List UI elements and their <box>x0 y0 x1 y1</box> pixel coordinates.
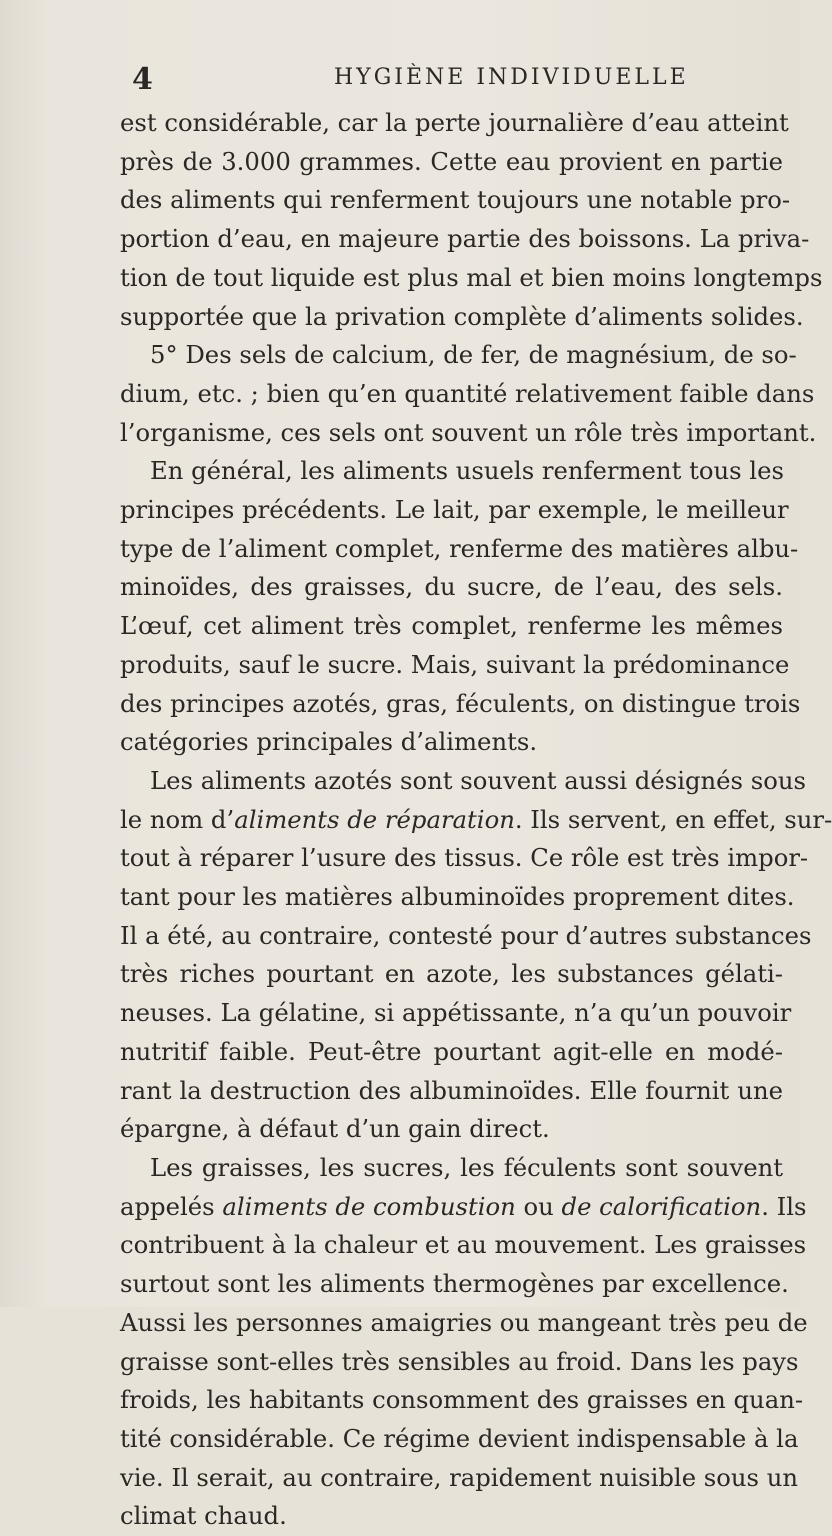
text-line: est considérable, car la perte journalière d’eau atteint <box>120 108 789 137</box>
text-line: contribuent à la chaleur et au mouvement. Les graisses <box>120 1230 807 1260</box>
text-line: neuses. La gélatine, si appétissante, n’a qu’un pouvoir <box>120 998 792 1028</box>
text-line: L’œuf, cet aliment très complet, renferme les mêmes <box>120 611 783 641</box>
text-run: appelés <box>120 1191 223 1221</box>
italic-term: aliments de combustion <box>222 1191 516 1221</box>
page-number: 4 <box>132 62 153 97</box>
text-line: tion de tout liquide est plus mal et bien moins longtemps <box>120 262 823 292</box>
text-run: ou <box>515 1191 562 1221</box>
text-line: tant pour les matières albuminoïdes proprement dites. <box>120 882 795 912</box>
text-line: épargne, à défaut d’un gain direct. <box>120 1114 550 1144</box>
text-line: surtout sont les aliments thermogènes par excellence. <box>120 1269 789 1299</box>
text-line: type de l’aliment complet, renferme des matières albu- <box>120 533 799 563</box>
text-line: dium, etc. ; bien qu’en quantité relativement faible dans <box>120 378 815 408</box>
text-line: Aussi les personnes amaigries ou mangeant très peu de <box>120 1307 808 1337</box>
text-line: Les graisses, les sucres, les féculents sont souvent <box>150 1152 783 1182</box>
text-line: graisse sont-elles très sensibles au froid. Dans les pays <box>120 1346 799 1376</box>
text-line: catégories principales d’aliments. <box>120 727 538 757</box>
text-line: climat chaud. <box>120 1501 287 1531</box>
paragraph <box>120 336 817 452</box>
text-line: Il a été, au contraire, contesté pour d’autres substances <box>120 920 812 950</box>
italic-term: aliments de réparation <box>234 804 515 834</box>
page-header <box>0 62 800 96</box>
text-line: très riches pourtant en azote, les substances gélati- <box>120 959 783 989</box>
italic-term: de calorification <box>561 1191 762 1221</box>
paragraph <box>120 452 801 762</box>
text-line-with-italic <box>120 1188 807 1227</box>
paragraph <box>120 762 832 1149</box>
paragraph <box>120 104 823 336</box>
text-line: l’organisme, ces sels ont souvent un rôle très important. <box>120 417 817 447</box>
text-line-with-italic <box>120 801 832 840</box>
text-line: 5° Des sels de calcium, de fer, de magnésium, de so- <box>150 340 797 370</box>
text-run: le nom d’ <box>120 804 235 834</box>
text-line: Les aliments azotés sont souvent aussi désignés sous <box>150 765 806 795</box>
text-run: . Ils servent, en effet, sur- <box>514 804 832 834</box>
text-line: près de 3.000 grammes. Cette eau provient en partie <box>120 146 783 176</box>
text-line: produits, sauf le sucre. Mais, suivant la prédominance <box>120 649 790 679</box>
text-line: minoïdes, des graisses, du sucre, de l’eau, des sels. <box>120 572 783 602</box>
text-line: supportée que la privation complète d’aliments solides. <box>120 301 804 331</box>
text-line: portion d’eau, en majeure partie des boissons. La priva- <box>120 224 810 254</box>
text-line: vie. Il serait, au contraire, rapidement nuisible sous un <box>120 1462 799 1492</box>
text-line: rant la destruction des albuminoïdes. Elle fournit une <box>120 1075 783 1105</box>
text-line: principes précédents. Le lait, par exemple, le meilleur <box>120 495 789 525</box>
text-line: des aliments qui renferment toujours une notable pro- <box>120 185 791 215</box>
text-line: froids, les habitants consomment des graisses en quan- <box>120 1385 804 1415</box>
text-line: tout à réparer l’usure des tissus. Ce rôle est très impor- <box>120 843 809 873</box>
running-title: HYGIÈNE INDIVIDUELLE <box>334 65 689 90</box>
body-text <box>120 104 832 1536</box>
paragraph <box>120 1149 808 1536</box>
text-line: nutritif faible. Peut-être pourtant agit-elle en modé- <box>120 1036 783 1066</box>
text-line: tité considérable. Ce régime devient indispensable à la <box>120 1423 799 1453</box>
text-line: En général, les aliments usuels renferment tous les <box>150 456 784 486</box>
text-line: des principes azotés, gras, féculents, on distingue trois <box>120 688 801 718</box>
text-run: . Ils <box>761 1191 807 1221</box>
